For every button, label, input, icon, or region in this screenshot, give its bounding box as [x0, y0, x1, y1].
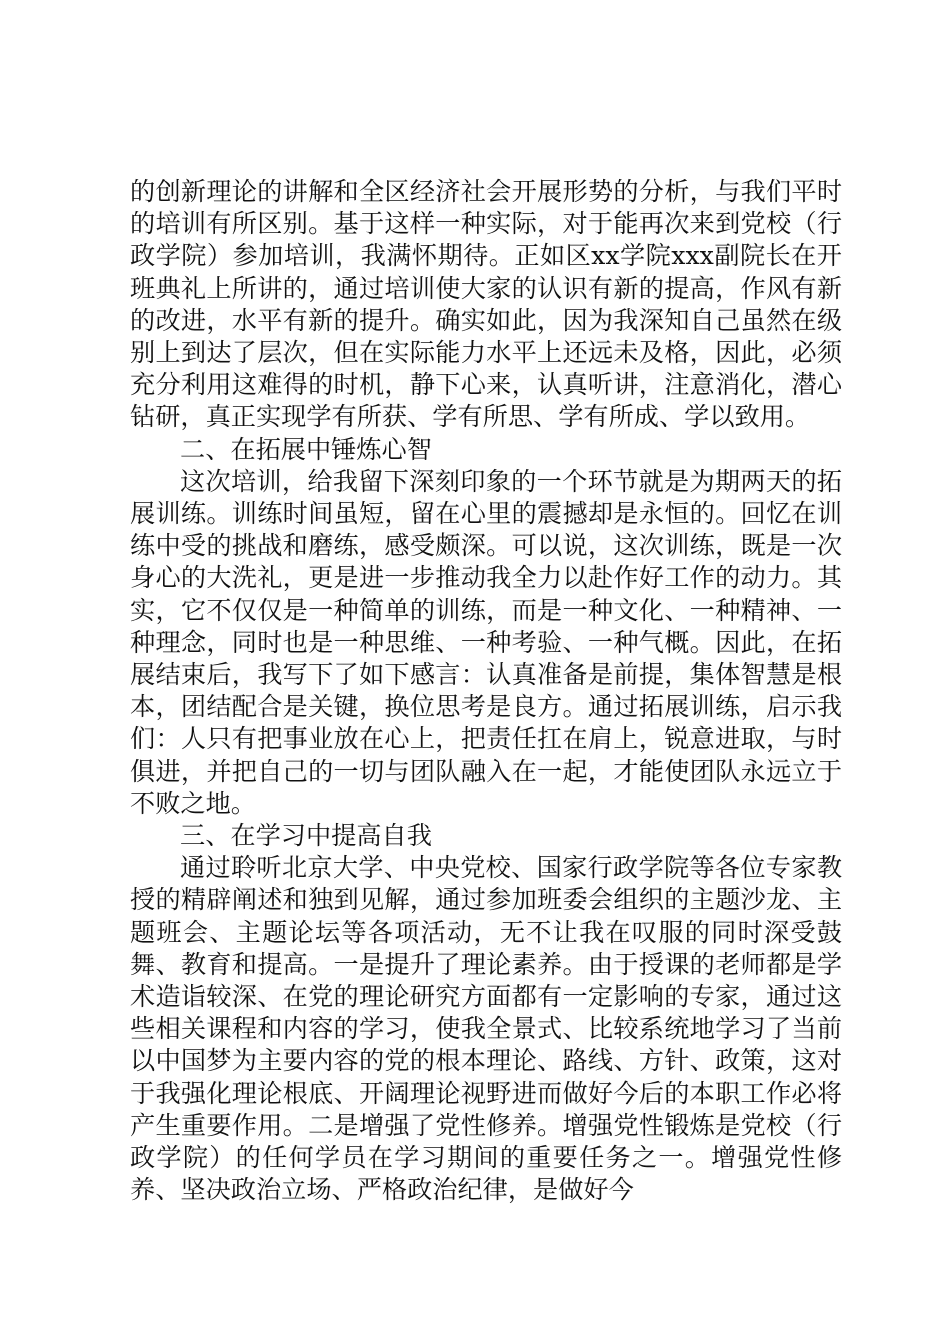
- section-heading-3: 三、在学习中提高自我: [180, 821, 432, 851]
- paragraph-expansion-training: 这次培训，给我留下深刻印象的一个环节就是为期两天的拓展训练。训练时间虽短，留在心里的震撼却是永恒的。回忆在训练中受的挑战和磨练，感受颇深。可以说，这次训练，既是一次身心的大洗礼，更是进一步推动我全力以赴作好工作的动力。其实，它不仅仅是一种简单的训练，而是一种文化、一种精神、一种理念，同时也是一种思维、一种考验、一种气概。因此，在拓展结束后，我写下了如下感言：认真准备是前提，集体智慧是根本，团结配合是关键，换位思考是良方。通过拓展训练，启示我们：人只有把事业放在心上，把责任扛在肩上，锐意进取，与时俱进，并把自己的一切与团队融入在一起，才能使团队永远立于不败之地。: [130, 466, 842, 818]
- paragraph-continuation: 的创新理论的讲解和全区经济社会开展形势的分析，与我们平时的培训有所区别。基于这样一种实际，对于能再次来到党校（行政学院）参加培训，我满怀期待。正如区xx学院xxx副院长在开班典礼上所讲的，通过培训使大家的认识有新的提高，作风有新的改进，水平有新的提升。确实如此，因为我深知自己虽然在级别上到达了层次，但在实际能力水平上还远未及格，因此，必须充分利用这难得的时机，静下心来，认真听讲，注意消化，潜心钻研，真正实现学有所获、学有所思、学有所成、学以致用。: [130, 177, 842, 432]
- document-body: [130, 176, 842, 1207]
- paragraph-self-improvement: 通过聆听北京大学、中央党校、国家行政学院等各位专家教授的精辟阐述和独到见解，通过参加班委会组织的主题沙龙、主题班会、主题论坛等各项活动，无不让我在叹服的同时深受鼓舞、教育和提高。一是提升了理论素养。由于授课的老师都是学术造诣较深、在党的理论研究方面都有一定影响的专家，通过这些相关课程和内容的学习，使我全景式、比较系统地学习了当前以中国梦为主要内容的党的根本理论、路线、方针、政策，这对于我强化理论根底、开阔理论视野进而做好今后的本职工作必将产生重要作用。二是增强了党性修养。增强党性锻炼是党校（行政学院）的任何学员在学习期间的重要任务之一。增强党性修养、坚决政治立场、严格政治纪律，是做好今: [130, 853, 842, 1205]
- section-heading-2: 二、在拓展中锤炼心智: [180, 434, 432, 464]
